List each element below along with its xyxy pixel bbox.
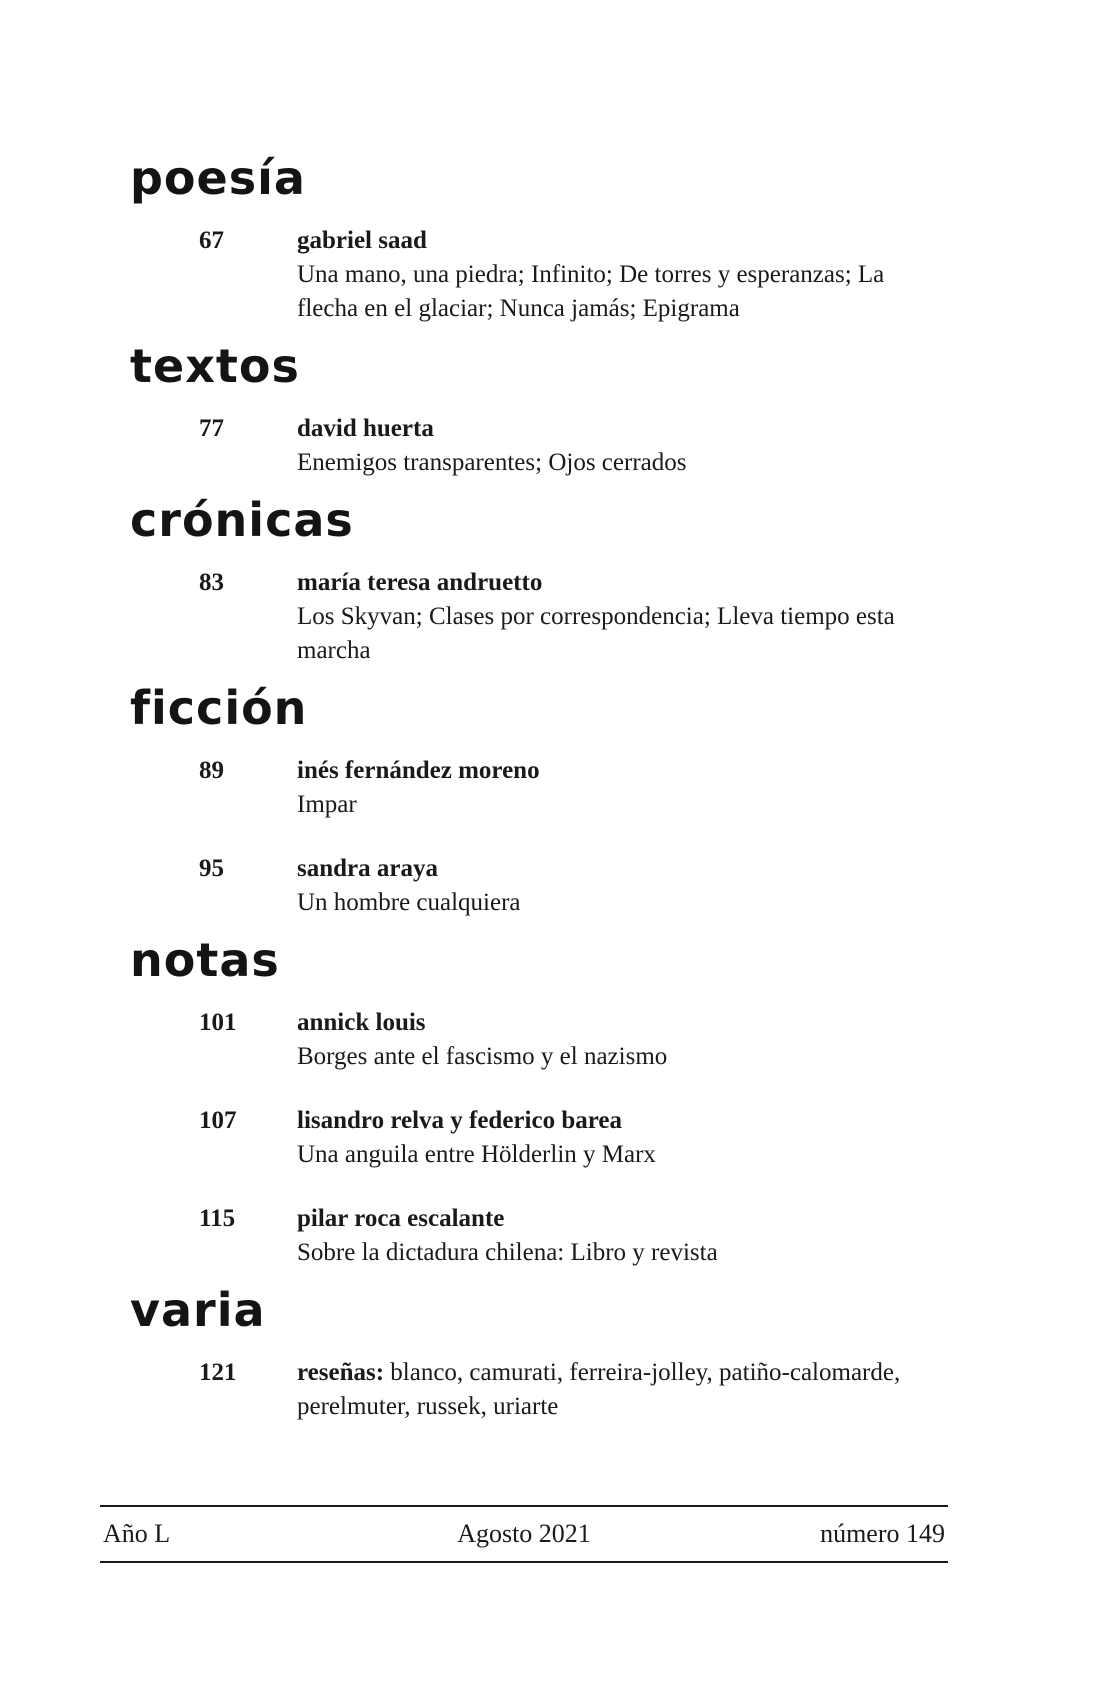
entry-author: inés fernández moreno	[297, 757, 540, 784]
entry-page-number: 101	[199, 1009, 237, 1036]
toc-entry	[130, 412, 960, 480]
toc-entry	[130, 852, 960, 920]
entry-titles: Enemigos transparentes; Ojos cerrados	[297, 449, 687, 476]
entry-page-number: 115	[199, 1205, 236, 1232]
entry-author: gabriel saad	[297, 227, 427, 254]
toc-entry	[130, 224, 960, 326]
footer-rule-bottom	[100, 1561, 948, 1563]
entry-page-number: 121	[199, 1359, 237, 1386]
reviews-list: blanco, camurati, ferreira-jolley, patiño-calomarde, perelmuter, russek, uriarte	[297, 1359, 901, 1420]
section-heading: textos	[130, 339, 300, 393]
entry-author: david huerta	[297, 415, 434, 442]
entry-page-number: 77	[199, 415, 224, 442]
section-textos	[130, 340, 960, 480]
toc-entry	[130, 1104, 960, 1172]
entry-titles: Sobre la dictadura chilena: Libro y revista	[297, 1239, 718, 1266]
section-notas	[130, 934, 960, 1270]
entry-author: maría teresa andruetto	[297, 569, 543, 596]
page-footer	[100, 1514, 948, 1554]
section-cronicas	[130, 494, 960, 668]
entry-titles: Los Skyvan; Clases por correspondencia; Lleva tiempo esta marcha	[297, 603, 895, 664]
table-of-contents	[130, 152, 960, 1438]
entry-reviews	[297, 1356, 937, 1424]
section-heading: poesía	[130, 151, 306, 205]
entry-page-number: 95	[199, 855, 224, 882]
section-poesia	[130, 152, 960, 326]
footer-date: Agosto 2021	[457, 1519, 591, 1548]
toc-entry	[130, 1356, 960, 1424]
entry-titles: Impar	[297, 791, 357, 818]
section-heading: varia	[130, 1283, 266, 1337]
section-ficcion	[130, 682, 960, 920]
entry-page-number: 67	[199, 227, 224, 254]
entry-titles: Una anguila entre Hölderlin y Marx	[297, 1141, 656, 1168]
section-heading: crónicas	[130, 493, 354, 547]
section-heading: notas	[130, 933, 280, 987]
toc-entry	[130, 566, 960, 668]
toc-entry	[130, 1202, 960, 1270]
footer-year: Año L	[103, 1519, 171, 1548]
footer-rule-top	[100, 1505, 948, 1507]
entry-page-number: 89	[199, 757, 224, 784]
entry-author: sandra araya	[297, 855, 438, 882]
toc-entry	[130, 1006, 960, 1074]
entry-titles: Una mano, una piedra; Infinito; De torres y esperanzas; La flecha en el glaciar; Nunca jamás; Epigrama	[297, 261, 885, 322]
entry-titles: Un hombre cualquiera	[297, 889, 521, 916]
footer-issue: número 149	[820, 1519, 945, 1548]
reviews-label: reseñas:	[297, 1359, 385, 1386]
entry-page-number: 107	[199, 1107, 237, 1134]
entry-author: pilar roca escalante	[297, 1205, 505, 1232]
section-heading: ficción	[130, 681, 308, 735]
entry-author: lisandro relva y federico barea	[297, 1107, 622, 1134]
entry-page-number: 83	[199, 569, 224, 596]
entry-titles: Borges ante el fascismo y el nazismo	[297, 1043, 668, 1070]
toc-entry	[130, 754, 960, 822]
entry-author: annick louis	[297, 1009, 426, 1036]
section-varia	[130, 1284, 960, 1424]
